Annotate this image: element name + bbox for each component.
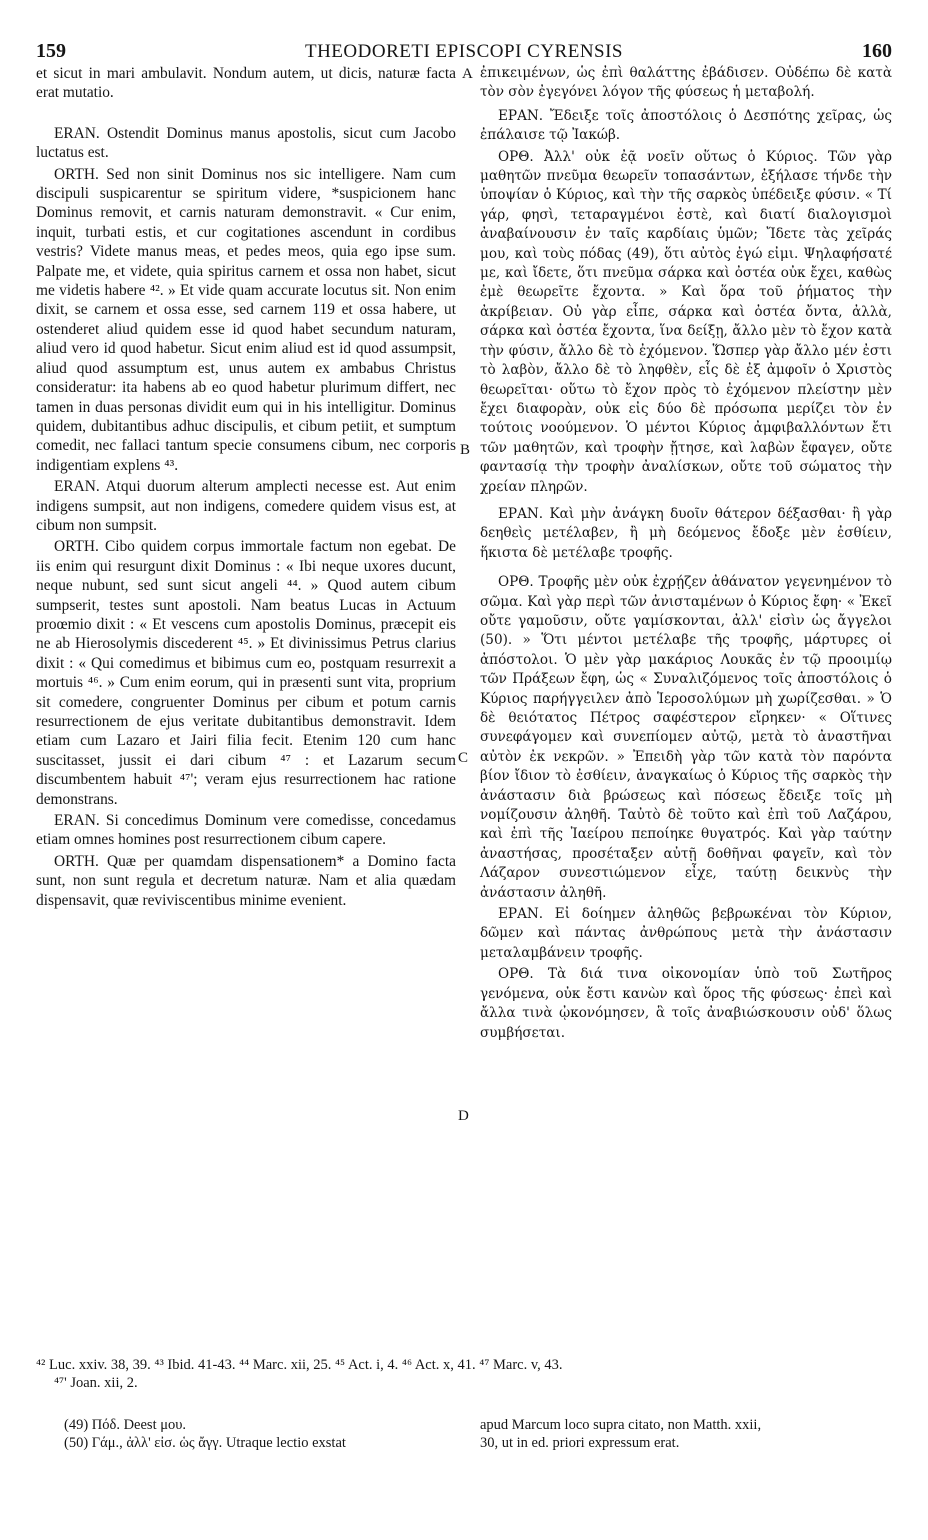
latin-paragraph: ERAN. Si concedimus Dominum vere comedisse, concedamus etiam omnes homines post resurrectionem cibum capere. (36, 812, 456, 849)
page-number-right: 160 (862, 40, 892, 62)
critical-notes-left (64, 1416, 454, 1452)
footnote-line: ⁴⁷' Joan. xii, 2. (54, 1375, 138, 1391)
running-title: THEODORETI EPISCOPI CYRENSIS (304, 41, 624, 62)
margin-marker-b: B (460, 442, 471, 458)
scripture-footnotes (36, 1356, 892, 1392)
greek-paragraph: ΟΡΘ. Τὰ διά τινα οἰκονομίαν ὑπὸ τοῦ Σωτῆρος γενόμενα, οὐκ ἔστι κανὼν καὶ ὅρος τῆς φύσεως· ἐπεὶ καὶ ἄλλα τινὰ ᾠκονόμησεν, ἃ τοῖς ἀναβιώσκουσιν οὐδ' ὅλως συμβήσεται. (480, 966, 892, 1041)
critical-note: apud Marcum loco supra citato, non Matth. xxii, (480, 1417, 762, 1433)
page-number-left: 159 (36, 40, 66, 62)
margin-marker-d: D (458, 1108, 469, 1124)
critical-note: (49) Πόδ. Deest μου. (64, 1417, 187, 1433)
latin-paragraph: ERAN. Atqui duorum alterum amplecti necesse est. Aut enim indigens sumpsit, aut non indigens, comedere quidem visus est, at cibum non sumpsit. (36, 478, 456, 534)
greek-paragraph: ΟΡΘ. Τροφῆς μὲν οὐκ ἐχρῄζεν ἀθάνατον γεγενημένον τὸ σῶμα. Καὶ γὰρ περὶ τῶν ἀνισταμένων ὁ Κύριος ἔφη· « Ἐκεῖ οὔτε γαμοῦσιν, οὔτε γαμίσκονται, ἀλλ' εἰσὶν ὡς ἄγγελοι (50). » Ὅτι μέντοι μετέλαβε τῆς τροφῆς, μάρτυρες οἱ ἀπόστολοι. Ὁ μὲν γὰρ μακάριος Λουκᾶς ἐν τῷ προοιμίῳ τῶν Πράξεων ἔφη, ὡς « Συναλιζόμενος τοῖς ἀποστόλοις ὁ Κύριος παρήγγειλεν ἀπὸ Ἱεροσολύμων μὴ χωρίζεσθαι. » Ὁ δὲ θειότατος Πέτρος σαφέστερον εἴρηκεν· « Οἵτινες συνεφάγομεν καὶ συνεπίομεν αὐτῷ, μετὰ τὸ ἀναστῆναι αὐτὸν ἐκ νεκρῶν. » Ἐπειδὴ γὰρ τῶν κατὰ τὸν παρόντα βίον ἴδιον τὸ ἐσθίειν, ἀναγκαίως ὁ Κύριος τῆς σαρκὸς τὴν ἀνάστασιν διὰ βρώσεως καὶ πόσεως ἔδειξε τοῖς μὴ νομίζουσιν ἀληθῆ. Ταὐτὸ δὲ τοῦτο καὶ ἐπὶ τοῦ Λαζάρου, καὶ ἐπὶ τῆς Ἰαείρου πεποίηκε θυγατρός. Καὶ γὰρ ταύτην ἀναστήσας, προσέταξεν αὐτῇ δοθῆναι φαγεῖν, καὶ τὸν Λάζαρον συνεστιώμενον εἶχε, ταύτῃ δεικνὺς τὴν ἀνάστασιν ἀληθῆ. (480, 574, 892, 901)
greek-paragraph: ΕΡΑΝ. Εἰ δοίημεν ἀληθῶς βεβρωκέναι τὸν Κύριον, δῶμεν καὶ πάντας ἀνθρώπους μετὰ τὴν ἀνάστασιν μεταλαμβάνειν τροφῆς. (480, 906, 892, 961)
page-header (36, 40, 892, 66)
latin-paragraph: et sicut in mari ambulavit. Nondum autem, ut dicis, naturæ facta erat mutatio. (36, 65, 456, 102)
greek-paragraph: ἐπικειμένων, ὡς ἐπὶ θαλάττης ἐβάδισεν. Οὐδέπω δὲ κατὰ τὸν σὸν ἐγεγόνει λόγον τῆς φύσεως ἡ μεταβολή. (480, 65, 892, 101)
latin-paragraph: ORTH. Sed non sinit Dominus nos sic intelligere. Nam cum discipuli suspicarentur se spiritum videre, *suspicionem hanc Dominus removit, et carnis naturam demonstravit. « Cur enim, inquit, turbati estis, et cur cogitationes ascendunt in cordibus vestris? Videte manus meas, et pedes meos, quia ego ipse sum. Palpate me, et videte, quia spiritus carnem et ossa non habet, sicut me videtis habere ⁴². » Et vide quam accurate locutus sit. Non enim dixit, se carnem et ossa esse, sed carnem 119 et ossa habere, ut ostenderet aliud quidem esse id quod habet secundum naturam, aliud vero id quod habetur. Sicut enim aliud est id quod assumpsit, aliud quod assumptum est, unus autem ex ambabus Christus consideratur: ita habens ab eo quod habetur plurimum differt, nec tamen in duas personas dividit eum qui in his intelligitur. Dominus quidem, dubitantibus adhuc discipulis, et cibum petiit, et sumptum comedit, nec fallaci tantum specie consumens cibum, nec corporis indigentiam explens ⁴³. (36, 165, 456, 474)
latin-paragraph: ORTH. Cibo quidem corpus immortale factum non egebat. De iis enim qui resurgunt dixit Dominus : « Ibi neque uxores ducunt, neque nubunt, sed sunt sicut angeli ⁴⁴. » Quod autem cibum sumpserit, testes sunt apostoli. Nam beatus Lucas in Actuum proœmio dixit : « Et vescens cum apostolis Dominus, præcepit eis ne ab Hierosolymis discederent ⁴⁵. » Et divinissimus Petrus clarius dixit : « Qui comedimus et bibimus cum eo, postquam resurrexit a mortuis ⁴⁶. » Cum enim eorum, qui in præsenti sunt vita, proprium sit comedere, congruenter Dominus per cibum et potum carnis resurrectionem de ejus veritate dubitantibus demonstravit. Idem etiam cum Lazaro et Jairi filia fecit. Etenim 120 cum hanc suscitasset, jussit ei dari cibum ⁴⁷ : et Lazarum secum discumbentem habuit ⁴⁷'; veram ejus resurrectionem hac ratione demonstrans. (36, 538, 456, 808)
footnote-line: ⁴² Luc. xxiv. 38, 39. ⁴³ Ibid. 41-43. ⁴⁴ Marc. xii, 25. ⁴⁵ Act. i, 4. ⁴⁶ Act. x, 41. ⁴⁷ Marc. v, 43. (36, 1357, 563, 1373)
latin-column (36, 64, 456, 912)
critical-note: (50) Γάμ., ἀλλ' εἰσ. ὡς ἄγγ. Utraque lectio exstat (64, 1435, 346, 1451)
greek-column (480, 64, 892, 1045)
latin-paragraph: ERAN. Ostendit Dominus manus apostolis, sicut cum Jacobo luctatus est. (36, 124, 456, 162)
margin-marker-a: A (462, 66, 473, 82)
latin-paragraph: ORTH. Quæ per quamdam dispensationem* a Domino facta sunt, non sunt regula et decretum naturæ. Nam et alia quædam dispensavit, quæ reviviscentibus minime evenient. (36, 852, 456, 909)
margin-marker-c: C (458, 750, 469, 766)
critical-note: 30, ut in ed. priori expressum erat. (480, 1435, 680, 1451)
critical-notes-right (480, 1416, 892, 1452)
greek-paragraph: ΕΡΑΝ. Καὶ μὴν ἀνάγκη δυοῖν θάτερον δέξασθαι· ἢ γὰρ δεηθεὶς μετέλαβεν, ἢ μὴ δεόμενος ἔδοξε μὲν ἐσθίειν, ἥκιστα δὲ μετέλαβε τροφῆς. (480, 505, 892, 561)
greek-paragraph: ΕΡΑΝ. Ἔδειξε τοῖς ἀποστόλοις ὁ Δεσπότης χεῖρας, ὡς ἐπάλαισε τῷ Ἰακώβ. (480, 107, 892, 144)
greek-paragraph: ΟΡΘ. Ἀλλ' οὐκ ἐᾷ νοεῖν οὕτως ὁ Κύριος. Τῶν γὰρ μαθητῶν πνεῦμα θεωρεῖν τοπασάντων, ἐξήλασε τήνδε τὴν ὑποψίαν ὁ Κύριος, καὶ τὴν τῆς σαρκὸς ὑπέδειξε φύσιν. « Τί γάρ, φησὶ, τεταραγμένοι ἐστὲ, καὶ διατί διαλογισμοὶ ἀναβαίνουσιν ἐν ταῖς καρδίαις ὑμῶν; Ἴδετε τὰς χεῖράς μου, καὶ τοὺς πόδας (49), ὅτι αὐτὸς ἐγώ εἰμι. Ψηλαφήσατέ με, καὶ ἴδετε, ὅτι πνεῦμα σάρκα καὶ ὀστέα οὐκ ἔχει, καθὼς ἐμὲ θεωρεῖτε ἔχοντα. » Καὶ ὅρα τοῦ ῥήματος τὴν ἀκρίβειαν. Οὐ γὰρ εἶπε, σάρκα καὶ ὀστέα ὄντα, ἀλλὰ, σάρκα καὶ ὀστέα ἔχοντα, ἵνα δείξῃ, ἄλλο μὲν τὸ ἔχον κατὰ τὴν φύσιν, ἄλλο δὲ τὸ ἐχόμενον. Ὥσπερ γὰρ ἄλλο μέν ἐστι τὸ λαβὸν, ἄλλο δὲ τὸ ληφθὲν, εἷς δὲ ἐξ ἀμφοῖν ὁ Χριστὸς θεωρεῖται· οὕτω τὸ ἔχον πρὸς τὸ ἐχόμενον πλείστην μὲν ἔχει διαφορὰν, οὐκ εἰς δύο δὲ πρόσωπα μερίζει τὸν ἐν τούτοις νοούμενον. Ὁ μέντοι Κύριος ἀμφιβαλλόντων ἔτι τῶν μαθητῶν, καὶ τροφὴν ᾔτησε, καὶ λαβὼν ἔφαγεν, οὔτε φαντασίᾳ τὴν τροφὴν ἀναλίσκων, οὔτε τοῦ σώματος τὴν χρείαν πληρῶν. (480, 148, 892, 495)
